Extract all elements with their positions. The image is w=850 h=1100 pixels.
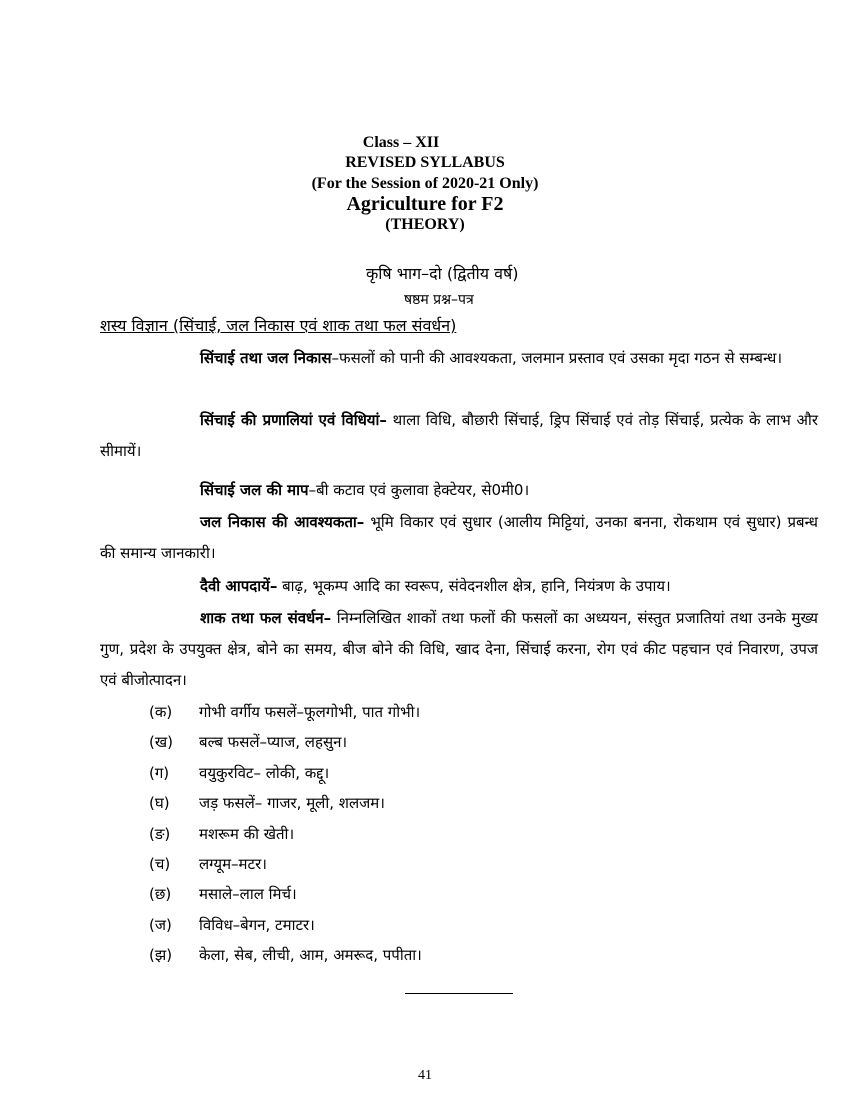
syllabus-paragraph — [100, 475, 818, 506]
paragraph-body: थाला विधि, बौछारी सिंचाई, ड्रिप सिंचाई एवं तोड़ सिंचाई, प्रत्येक के लाभ और सीमायें। — [100, 411, 818, 460]
list-item-label: (ज) — [149, 915, 172, 934]
end-rule — [405, 993, 513, 994]
paragraph-heading: सिंचाई जल की माप — [200, 481, 309, 499]
paragraph-heading: सिंचाई तथा जल निकास — [200, 349, 332, 367]
list-item-label: (क) — [149, 703, 173, 721]
paragraph-body: –बी कटाव एवं कुलावा हेक्टेयर, से0मी0। — [308, 481, 530, 499]
list-item-text: विविध–बेगन, टमाटर। — [199, 915, 315, 934]
hindi-paper-heading: षष्ठम प्रश्न–पत्र — [404, 292, 474, 308]
theory-label: (THEORY) — [385, 216, 465, 233]
syllabus-paragraph — [100, 405, 818, 467]
list-item-label: (ङ) — [149, 824, 171, 843]
page-number: 41 — [418, 1068, 432, 1083]
paragraph-heading: शाक तथा फल संवर्धन– — [200, 609, 332, 627]
list-item-text: लग्यूम–मटर। — [199, 855, 267, 873]
list-item-label: (छ) — [149, 885, 172, 904]
paragraph-body: बाढ़, भूकम्प आदि का स्वरूप, संवेदनशील क्षेत्र, हानि, नियंत्रण के उपाय। — [277, 577, 671, 595]
list-item-label: (ख) — [149, 733, 173, 752]
class-line: Class – XII — [362, 134, 440, 151]
list-item-text: मसाले–लाल मिर्च। — [199, 885, 297, 904]
list-item-text: जड़ फसलें– गाजर, मूली, शलजम। — [199, 794, 385, 813]
list-item-label: (च) — [149, 855, 171, 873]
paragraph-body: निम्नलिखित शाकों तथा फलों की फसलों का अध्ययन, संस्तुत प्रजातियां तथा उनके मुख्य गुण, प्रदेश के उपयुक्त क्षेत्र, बोने का समय, बीज बोने की विधि, खाद देना, सिंचाई करना, रोग एवं कीट पहचान एवं निवारण, उपज एवं बीजोत्पादन। — [100, 609, 819, 689]
section-title: शस्य विज्ञान (सिंचाई, जल निकास एवं शाक तथा फल संवर्धन) — [100, 316, 457, 335]
list-item-label: (झ) — [149, 946, 173, 965]
paragraph-heading: सिंचाई की प्रणालियां एवं विधियां– — [200, 411, 387, 429]
list-item-text: मशरूम की खेती। — [199, 824, 295, 843]
list-item-text: गोभी वर्गीय फसलें–फूलगोभी, पात गोभी। — [199, 703, 421, 721]
list-item-text: केला, सेब, लीची, आम, अमरूद, पपीता। — [199, 946, 422, 965]
syllabus-paragraph — [100, 343, 818, 374]
list-item-text: बल्ब फसलें–प्याज, लहसुन। — [199, 733, 348, 752]
list-item-label: (घ) — [149, 794, 170, 813]
paragraph-body: भूमि विकार एवं सुधार (आलीय मिट्टियां, उनका बनना, रोकथाम एवं सुधार) प्रबन्ध की समान्य जानकारी। — [100, 513, 819, 562]
subject-title: Agriculture for F2 — [346, 193, 504, 215]
syllabus-paragraph — [100, 571, 818, 602]
paragraph-heading: दैवी आपदायें– — [200, 577, 278, 595]
syllabus-paragraph — [100, 507, 818, 569]
session-line: (For the Session of 2020-21 Only) — [311, 175, 539, 192]
syllabus-paragraph — [100, 603, 818, 696]
list-item-text: वयुकुरविट– लोकी, कद्दू। — [199, 763, 330, 782]
hindi-part-heading: कृषि भाग–दो (द्वितीय वर्ष) — [366, 264, 519, 283]
paragraph-heading: जल निकास की आवश्यकता– — [200, 513, 365, 531]
list-item-label: (ग) — [149, 763, 170, 782]
revised-syllabus-heading: REVISED SYLLABUS — [345, 154, 505, 171]
paragraph-body: –फसलों को पानी की आवश्यकता, जलमान प्रस्ताव एवं उसका मृदा गठन से सम्बन्ध। — [331, 349, 783, 367]
